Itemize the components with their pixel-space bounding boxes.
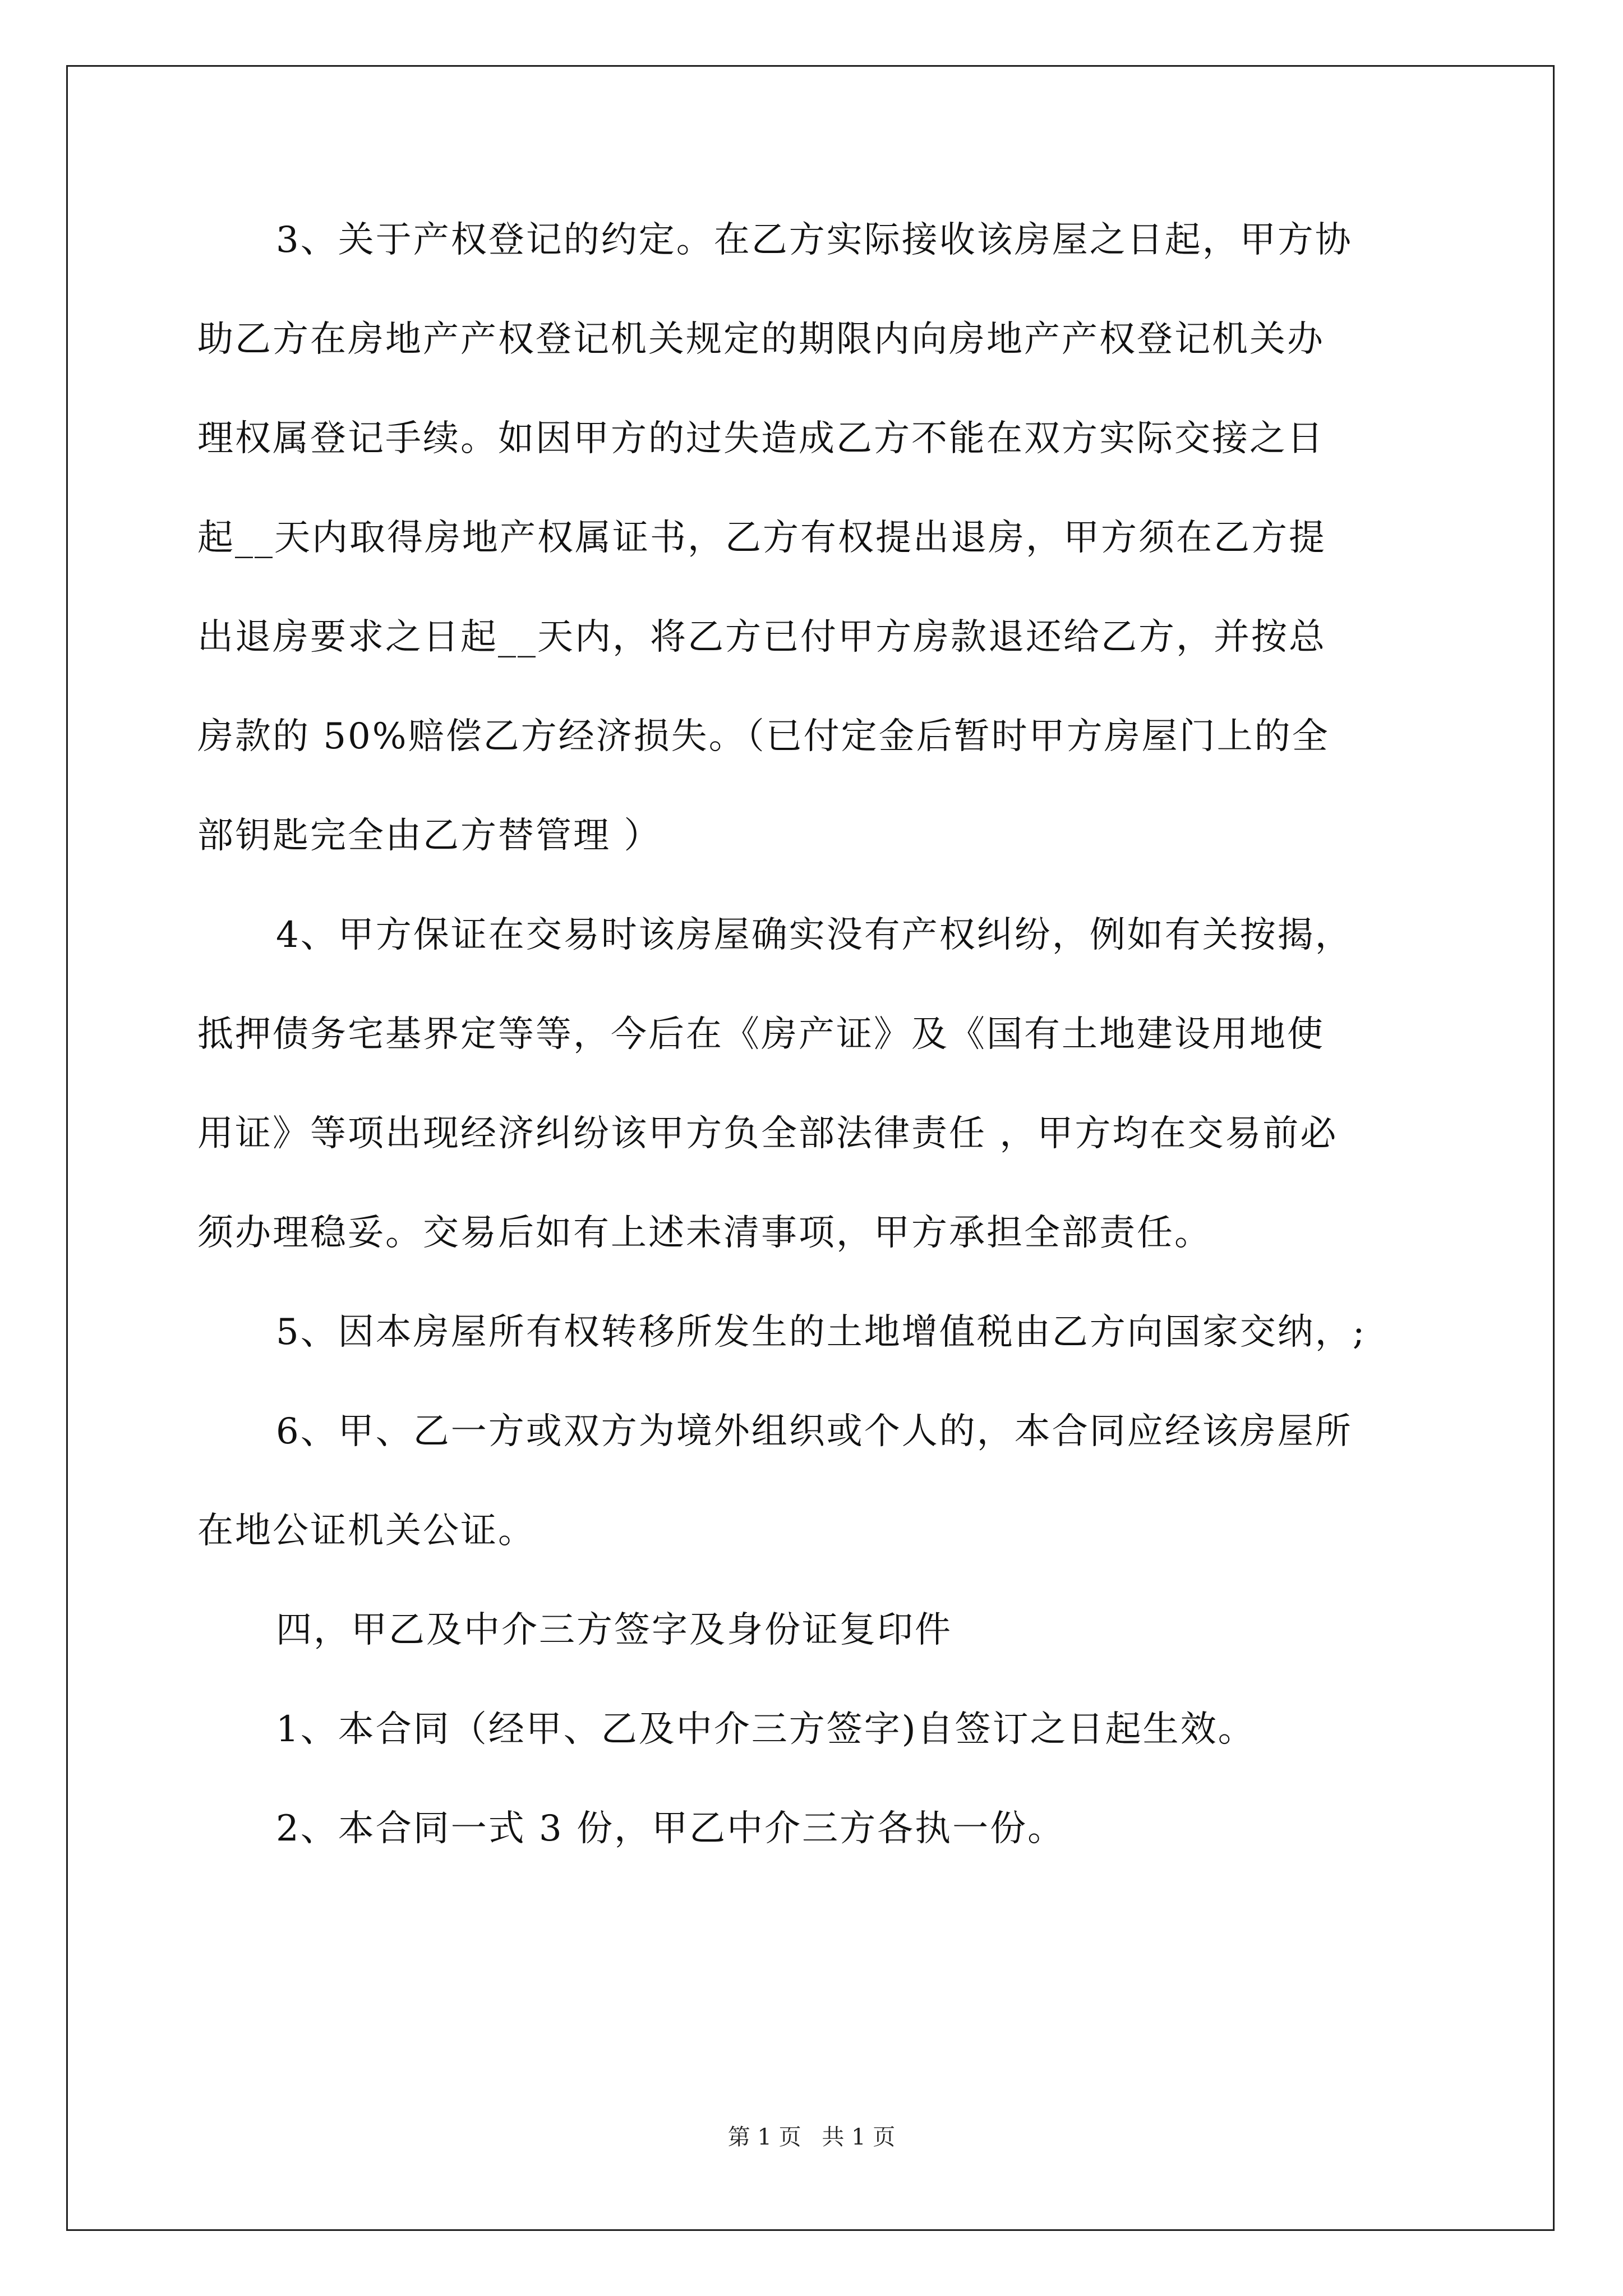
paragraph-3-line-7: 部钥匙完全由乙方替管理 ） — [197, 815, 662, 857]
paragraph-4-line-1: 4、甲方保证在交易时该房屋确实没有产权纠纷，例如有关按揭， — [276, 914, 1353, 956]
clause-2: 2、本合同一式 3 份，甲乙中介三方各执一份。 — [276, 1808, 1066, 1849]
paragraph-4-line-2: 抵押债务宅基界定等等，今后在《房产证》及《国有土地建设用地使 — [197, 1014, 1325, 1055]
paragraph-3-line-3: 理权属登记手续。如因甲方的过失造成乙方不能在双方实际交接之日 — [197, 418, 1325, 459]
paragraph-5-line-1: 5、因本房屋所有权转移所发生的土地增值税由乙方向国家交纳，; — [276, 1312, 1367, 1353]
paragraph-6-line-1: 6、甲、乙一方或双方为境外组织或个人的，本合同应经该房屋所 — [276, 1411, 1353, 1452]
clause-1: 1、本合同（经甲、乙及中介三方签字)自签订之日起生效。 — [276, 1709, 1256, 1750]
total-pages-label: 共 1 页 — [822, 2124, 896, 2150]
paragraph-3-line-5: 出退房要求之日起__天内，将乙方已付甲方房款退还给乙方，并按总 — [197, 616, 1326, 658]
paragraph-3-line-4: 起__天内取得房地产权属证书，乙方有权提出退房，甲方须在乙方提 — [197, 517, 1326, 559]
paragraph-3-line-1: 3、关于产权登记的约定。在乙方实际接收该房屋之日起，甲方协 — [276, 219, 1353, 261]
paragraph-6-line-2: 在地公证机关公证。 — [197, 1510, 536, 1552]
paragraph-4-line-4: 须办理稳妥。交易后如有上述未清事项，甲方承担全部责任。 — [197, 1212, 1212, 1254]
section-4-heading: 四，甲乙及中介三方签字及身份证复印件 — [276, 1609, 952, 1651]
page-number-label: 第 1 页 — [727, 2124, 801, 2150]
paragraph-3-line-6: 房款的 50%赔偿乙方经济损失。（已付定金后暂时甲方房屋门上的全 — [197, 716, 1330, 757]
paragraph-4-line-3: 用证》等项出现经济纠纷该甲方负全部法律责任 ，甲方均在交易前必 — [197, 1113, 1338, 1154]
paragraph-3-line-2: 助乙方在房地产产权登记机关规定的期限内向房地产产权登记机关办 — [197, 319, 1325, 360]
page-footer — [0, 2123, 1623, 2151]
